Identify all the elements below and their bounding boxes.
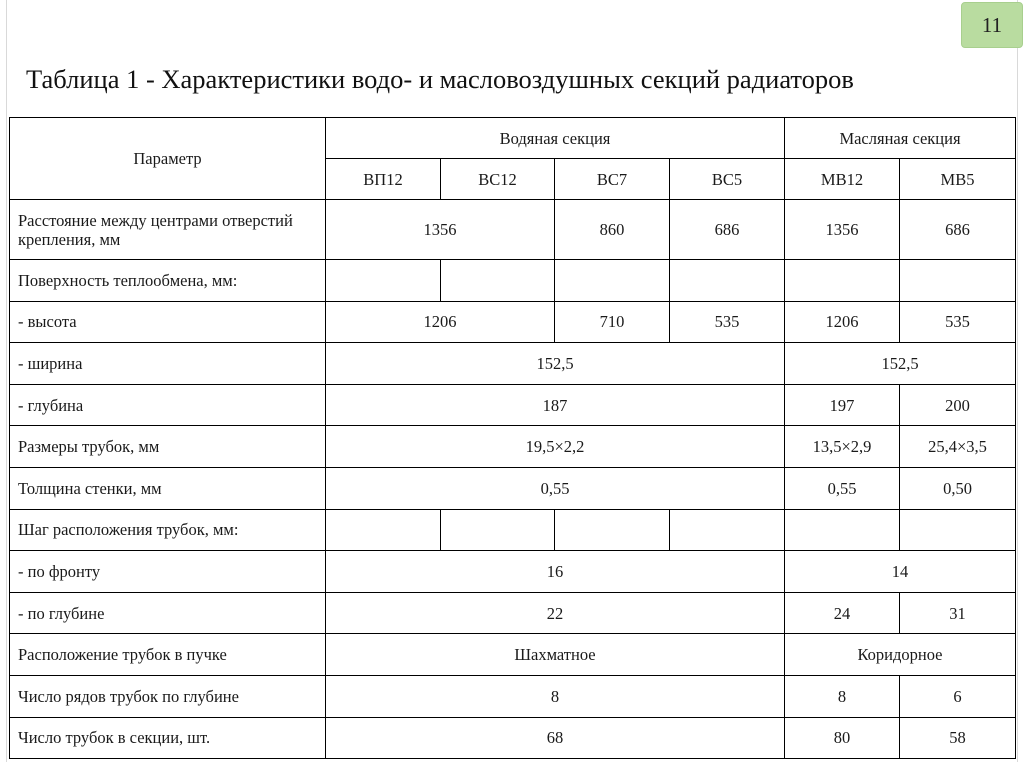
water-section-header: Водяная секция xyxy=(326,118,785,159)
table-cell: 710 xyxy=(555,301,670,343)
row-label: Число рядов трубок по глубине xyxy=(10,675,326,717)
table-cell: 686 xyxy=(900,200,1016,260)
table-cell: 1206 xyxy=(326,301,555,343)
table-row xyxy=(10,260,1016,302)
empty-cell xyxy=(785,509,900,551)
table-cell: 535 xyxy=(670,301,785,343)
row-label: - по глубине xyxy=(10,592,326,634)
row-label: Размеры трубок, мм xyxy=(10,426,326,468)
empty-cell xyxy=(555,509,670,551)
table-cell: 0,50 xyxy=(900,467,1016,509)
empty-cell xyxy=(900,260,1016,302)
table-cell: 58 xyxy=(900,717,1016,759)
table-cell: 535 xyxy=(900,301,1016,343)
model-header: ВС7 xyxy=(555,159,670,200)
row-label: - ширина xyxy=(10,343,326,385)
param-header: Параметр xyxy=(10,118,326,200)
table-cell: 152,5 xyxy=(785,343,1016,385)
empty-cell xyxy=(441,509,555,551)
table-row xyxy=(10,200,1016,260)
table-cell: 68 xyxy=(326,717,785,759)
empty-cell xyxy=(900,509,1016,551)
empty-cell xyxy=(670,509,785,551)
table-cell: 187 xyxy=(326,384,785,426)
row-label: Расположение трубок в пучке xyxy=(10,634,326,676)
row-label: Шаг расположения трубок, мм: xyxy=(10,509,326,551)
row-label: Толщина стенки, мм xyxy=(10,467,326,509)
table-row xyxy=(10,634,1016,676)
table-row xyxy=(10,551,1016,593)
empty-cell xyxy=(785,260,900,302)
table-row xyxy=(10,343,1016,385)
empty-cell xyxy=(441,260,555,302)
characteristics-table xyxy=(9,117,1016,759)
table-cell: 8 xyxy=(785,675,900,717)
table-row xyxy=(10,467,1016,509)
table-cell: 860 xyxy=(555,200,670,260)
table-cell: 686 xyxy=(670,200,785,260)
table-cell: 0,55 xyxy=(785,467,900,509)
table-header-row xyxy=(10,118,1016,159)
empty-cell xyxy=(555,260,670,302)
model-header: МВ5 xyxy=(900,159,1016,200)
table-cell: Коридорное xyxy=(785,634,1016,676)
model-header: ВС12 xyxy=(441,159,555,200)
row-label: - по фронту xyxy=(10,551,326,593)
table-cell: 25,4×3,5 xyxy=(900,426,1016,468)
table-cell: 0,55 xyxy=(326,467,785,509)
table-cell: 152,5 xyxy=(326,343,785,385)
table-cell: Шахматное xyxy=(326,634,785,676)
table-cell: 1356 xyxy=(326,200,555,260)
row-label: Расстояние между центрами отверстий крепления, мм xyxy=(10,200,326,260)
model-header: МВ12 xyxy=(785,159,900,200)
table-row xyxy=(10,509,1016,551)
table-cell: 197 xyxy=(785,384,900,426)
table-cell: 31 xyxy=(900,592,1016,634)
table-row xyxy=(10,717,1016,759)
model-header: ВС5 xyxy=(670,159,785,200)
table-cell: 22 xyxy=(326,592,785,634)
empty-cell xyxy=(326,509,441,551)
row-label: Число трубок в секции, шт. xyxy=(10,717,326,759)
row-label: - высота xyxy=(10,301,326,343)
table-row xyxy=(10,301,1016,343)
table-cell: 80 xyxy=(785,717,900,759)
table-cell: 13,5×2,9 xyxy=(785,426,900,468)
table-cell: 14 xyxy=(785,551,1016,593)
page-number-badge: 11 xyxy=(961,2,1023,48)
table-cell: 1206 xyxy=(785,301,900,343)
model-header: ВП12 xyxy=(326,159,441,200)
table-row xyxy=(10,384,1016,426)
empty-cell xyxy=(326,260,441,302)
empty-cell xyxy=(670,260,785,302)
table-cell: 1356 xyxy=(785,200,900,260)
table-row xyxy=(10,675,1016,717)
table-cell: 19,5×2,2 xyxy=(326,426,785,468)
table-cell: 6 xyxy=(900,675,1016,717)
table-cell: 16 xyxy=(326,551,785,593)
table-cell: 24 xyxy=(785,592,900,634)
page-title: Таблица 1 - Характеристики водо- и масловоздушных секций радиаторов xyxy=(26,64,854,94)
table-row xyxy=(10,426,1016,468)
table-row xyxy=(10,592,1016,634)
row-label: Поверхность теплообмена, мм: xyxy=(10,260,326,302)
table-cell: 200 xyxy=(900,384,1016,426)
row-label: - глубина xyxy=(10,384,326,426)
table-cell: 8 xyxy=(326,675,785,717)
oil-section-header: Масляная секция xyxy=(785,118,1016,159)
